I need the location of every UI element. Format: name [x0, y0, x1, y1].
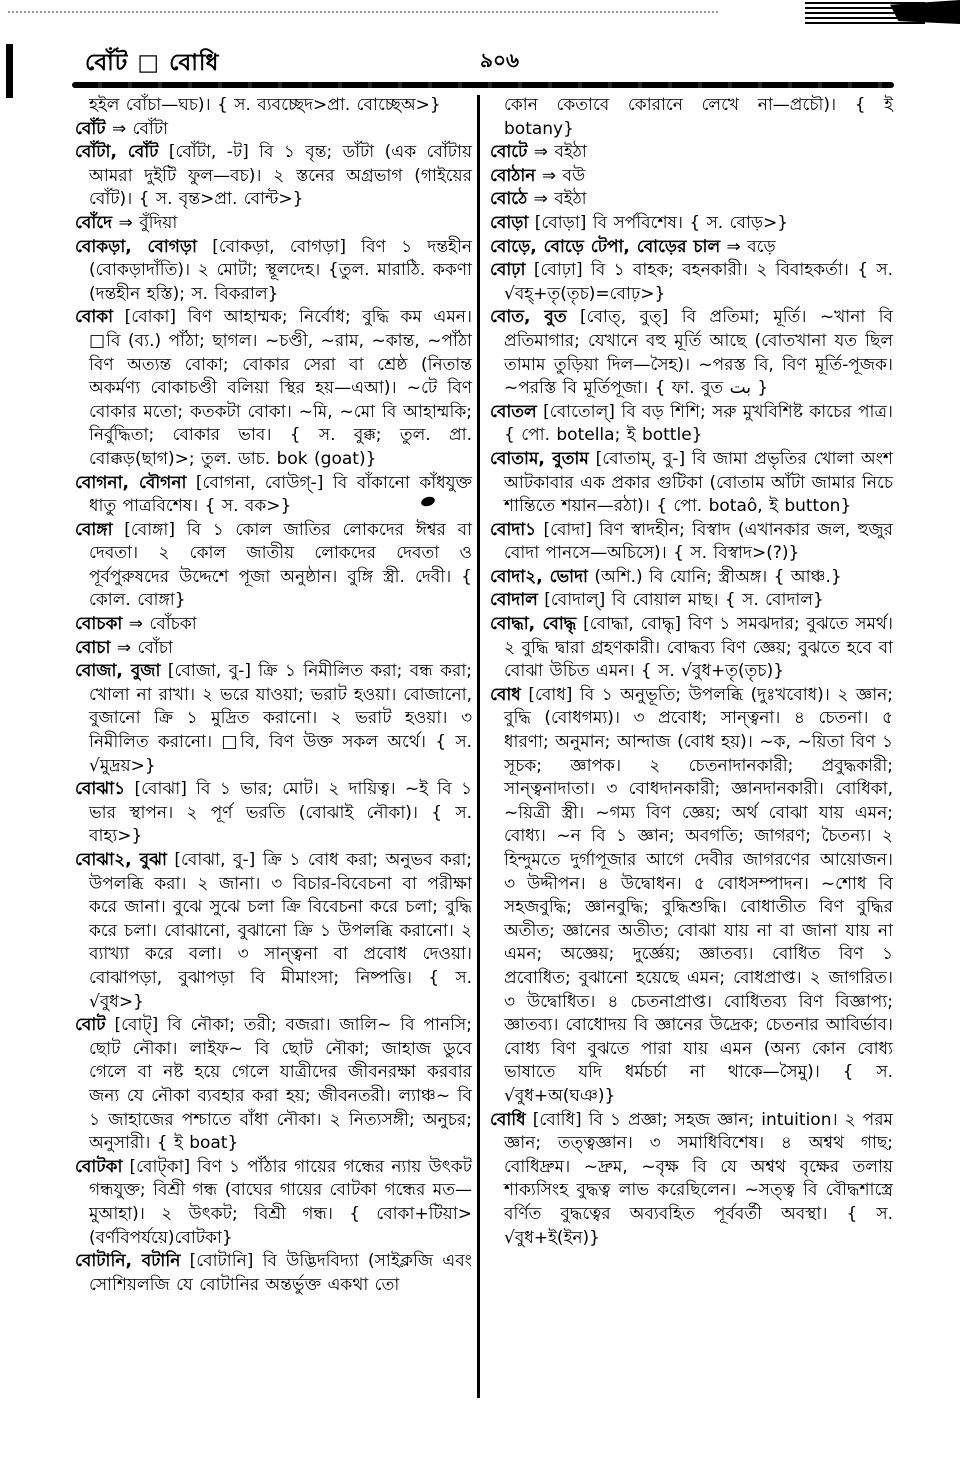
- entry: বোঁট ⇒ বোঁটা: [75, 118, 169, 139]
- headword: বোড়া: [490, 212, 529, 233]
- headword: বোঝা২, বুঝা: [75, 850, 167, 870]
- entry: বোড়ে, বোড়ে টেপা, বোড়ের চাল ⇒ বড়ে: [490, 236, 776, 257]
- headword: বোঠে: [490, 189, 528, 210]
- entry: বোড়া [বোড়া] বি সর্পবিশেষ। { স. বোড়>}: [490, 212, 789, 233]
- entry: বোঠান ⇒ বউ: [490, 165, 586, 186]
- headword: বোঠান: [490, 165, 536, 186]
- entry-continuation: কোন কেতাবে কোরানে লেখে না—প্রচৌ)। { ই botany}: [504, 95, 893, 139]
- headword: বোটানি, বটানি: [75, 1251, 181, 1272]
- headword: বোধ: [490, 684, 521, 705]
- entry: বোতল [বোতোল্] বি বড় শিশি; সরু মুখবিশিষ্ট কাচের পাত্র। { পো. botella; ই bottle}: [490, 401, 894, 446]
- headword: বোজা, বুজা: [75, 661, 161, 682]
- headword: বোদা২, ভোদা: [490, 566, 588, 587]
- entry: বোদা২, ভোদা (অশি.) বি যোনি; স্ত্রীঅঙ্গ। { আঞ্চ.}: [490, 566, 842, 587]
- headword: বোড়ে, বোড়ে টেপা, বোড়ের চাল: [490, 236, 721, 257]
- headword: বোঁট: [75, 118, 106, 139]
- entry: বোতাম, বুতাম [বোতাম্, বু-] বি জামা প্রভৃতির খোলা অংশ আটকাবার এক প্রকার গুটিকা (বোতাম আঁটা জামার নিচে শান্তিতে শয়ান—রঠা)। { পো. botaô, ই button}: [490, 448, 893, 517]
- entry: বোত, বুত [বোত্, বুত্] বি প্রতিমা; মূর্তি। ~খানা বি প্রতিমাগার; যেখানে বহু মূর্তি আছে (বোতখানা যত ছিল তামাম তুড়িয়া দিল—সৈহ)। ~পরস্ত বি, বিণ মূর্তি-পূজক। ~পরস্তি বি মূর্তিপূজা। { ফা. বুত بت }: [490, 307, 893, 399]
- entry: বোদা১ [বোদা] বিণ স্বাদহীন; বিস্বাদ (এখানকার জল, হুজুর বোদা পানসে—অচিসে)। { স. বিস্বাদ>(?)}: [490, 519, 893, 564]
- headword: বোতল: [490, 401, 537, 422]
- entry: বোচা ⇒ বোঁচা: [75, 637, 173, 658]
- entry: বোঝা২, বুঝা [বোঝা, বু-] ক্রি ১ বোধ করা; অনুভব করা; উপলব্ধি করা। ২ জানা। ৩ বিচার-বিবেচনা বা পরীক্ষা করে জানা। বুঝে সুঝে চলা ক্রি বিবেচনা করে চলা; বুদ্ধি করে চলা। বোঝানো, বুঝানো ক্রি ১ উপলব্ধি করানো। ২ ব্যাখ্যা করে বলা। ৩ সান্ত্বনা বা প্রবোধ দেওয়া। বোঝাপড়া, বুঝাপড়া বি মীমাংসা; নিষ্পত্তি। { স. √বুধ>}: [75, 850, 472, 1012]
- headword: বোদাল: [490, 590, 538, 611]
- headword: বোচা: [75, 637, 111, 658]
- headword: বোত, বুত: [490, 307, 567, 328]
- entry: বোটে ⇒ বইঠা: [490, 142, 587, 163]
- entry: বোটানি, বটানি [বোটানি] বি উদ্ভিদবিদ্যা (সাইক্লজি এবং সোশিয়লজি যে বোটানির অন্তর্ভুক্ত একথা তো: [75, 1251, 472, 1295]
- entry-continuation: হইল বোঁচা—ঘচ)। { স. ব্যবচ্ছেদ>প্রা. বোচ্ছেঅ>}: [89, 95, 441, 115]
- entry: বোঝা১ [বোঝা] বি ১ ভার; মোট। ২ দায়িত্ব। ~ই বি ১ ভার স্থাপন। ২ পূর্ণ ভরতি (বোঝাই নৌকা)। { স. বাহ্য>}: [75, 779, 473, 847]
- entry: বোগনা, বৌগনা [বোগনা, বোউগ্-] বি বাঁকানো কাঁধযুক্ত ধাতু পাত্রবিশেষ। { স. বক>}: [75, 472, 472, 517]
- entry: বোঢ়া [বোঢ়া] বি ১ বাহক; বহনকারী। ২ বিবাহকর্তা। { স. √বহ্+তৃ(তৃচ)=বোঢ়>}: [490, 260, 894, 304]
- headword: বোতাম, বুতাম: [490, 448, 589, 469]
- headword: বোঢ়া: [490, 260, 526, 281]
- page-edge-mark: [6, 44, 13, 98]
- headword: বোচকা: [75, 614, 123, 635]
- entry: বোকা [বোকা] বিণ আহাম্মক; নির্বোধ; বুদ্ধি কম এমন। □বি (ব্য.) পাঁঠা; ছাগল। ~চণ্ডী, ~রাম, ~কান্ত, ~পাঁঠা বিণ অত্যন্ত বোকা; বোকার সেরা বা শ্রেষ্ঠ (নিতান্ত অকর্মণ্য বোকাচণ্ডী বলিয়া স্থির হয়—এআ)। ~টে বিণ বোকার মতো; কতকটা বোকা। ~মি, ~মো বি আহাম্মকি; নির্বুদ্ধিতা; বোকার ভাব। { স. বুক্ক; তুল. প্রা. বোক্কড়(ছাগ)>; তুল. ডাচ. bok (goat)}: [75, 307, 472, 469]
- headword: বোকা: [75, 307, 114, 328]
- entry: বোদ্ধা, বোদ্ধৃ [বোদ্ধা, বোদ্ধৃ] বিণ ১ সমঝদার; বুঝতে সমর্থ। ২ বুদ্ধি দ্বারা গ্রহণকারী। বোদ্ধব্য বিণ জ্ঞেয়; বুঝতে হবে বা বোঝা উচিত এমন। { স. √বুধ+তৃ(তৃচ)}: [490, 614, 893, 682]
- headword: বোঁটা, বোঁট: [75, 142, 159, 163]
- headword: বোধি: [490, 1109, 526, 1130]
- headword: বোদা১: [490, 519, 537, 540]
- left-column: [75, 94, 472, 1297]
- headword: বোদ্ধা, বোদ্ধৃ: [490, 614, 577, 635]
- headword: বোঁদে: [75, 212, 113, 233]
- entry: বোঙ্গা [বোঙ্গা] বি ১ কোল জাতির লোকদের ঈশ্বর বা দেবতা। ২ কোল জাতীয় লোকদের দেবতা ও পূর্বপুরুষদের উদ্দেশে পূজা অনুষ্ঠান। বুঙ্গি স্ত্রী. দেবী। { কোল. বোঙ্গা}: [75, 519, 473, 611]
- entry: বোঠে ⇒ বইঠা: [490, 189, 587, 210]
- entry: বোটকা [বোট্কা] বিণ ১ পাঁঠার গায়ের গন্ধের ন্যায় উৎকট গন্ধযুক্ত; বিশ্রী গন্ধ (বাঘের গায়ের বোটকা গন্ধের মত—মুআহা)। ২ উৎকট; বিশ্রী গন্ধ। { বোকা+টিয়া> (বর্ণবিপর্যয়ে)বোটকা}: [75, 1156, 473, 1248]
- headword: বোঙ্গা: [75, 519, 113, 540]
- headword: বোঝা১: [75, 779, 126, 800]
- page-number: ৯০৬: [480, 48, 519, 72]
- entry: বোধি [বোধি] বি ১ প্রজ্ঞা; সহজ জ্ঞান; intuition। ২ পরম জ্ঞান; তত্ত্বজ্ঞান। ৩ সমাধিবিশেষ। ৪ অশ্বথ গাছ; বোধিদ্রুম। ~দ্রুম, ~বৃক্ষ বি যে অশ্বথ বৃক্ষের তলায় শাক্যসিংহ বুদ্ধত্ব লাভ করেছিলেন। ~সত্ত্ব বি বৌদ্ধশাস্ত্রে বর্ণিত বুদ্ধত্বের অব্যবহিত পূর্ববর্তী অবস্থা। { স. √বুধ+ই(ইন)}: [490, 1109, 893, 1248]
- headword: বোটে: [490, 142, 528, 163]
- right-column: [490, 94, 893, 1250]
- entry: বোচকা ⇒ বোঁচকা: [75, 614, 197, 635]
- headword: বোগনা, বৌগনা: [75, 472, 187, 493]
- entry: বোট [বোট্] বি নৌকা; তরী; বজরা। জালি~ বি পানসি; ছোট নৌকা। লাইফ~ বি ছোট নৌকা; জাহাজ ডুবে গেলে বা নষ্ট হয়ে গেলে যাত্রীদের জীবনরক্ষা করবার জন্য যে নৌকা ব্যবহার করা হয়; জীবনতরী। ল্যাঞ্চ~ বি ১ জাহাজের পশ্চাতে বাঁধা নৌকা। ২ নিত্যসঙ্গী; অনুচর; অনুসারী। { ই boat}: [75, 1015, 472, 1154]
- headword: বোকড়া, বোগড়া: [75, 236, 197, 257]
- scan-dotted-line: [8, 11, 718, 13]
- headword: বোট: [75, 1015, 106, 1036]
- entry: বোধ [বোধ] বি ১ অনুভূতি; উপলব্ধি (দুঃখবোধ)। ২ জ্ঞান; বুদ্ধি (বোধগম্য)। ৩ প্রবোধ; সান্ত্বনা। ৪ চেতনা। ৫ ধারণা; অনুমান; আন্দাজ (বোধ হয়)। ~ক, ~য়িতা বিণ ১ সূচক; জ্ঞাপক। ২ চেতনাদানকারী; প্রবুদ্ধকারী; সান্ত্বনাদাতা। ৩ বোধদানকারী; জ্ঞানদানকারী। বোধিকা, ~য়িত্রী স্ত্রী। ~গম্য বিণ জ্ঞেয়; অর্থ বোঝা যায় এমন; বোধ্য। ~ন বি ১ জ্ঞান; অবগতি; জাগরণ; চৈতন্য। ২ হিন্দুমতে দুর্গাপূজার আগে দেবীর জাগরণের আয়োজন। ৩ উদ্দীপন। ৪ উদ্বোধন। ৫ বোধসম্পাদন। ~শোধ বি সহজবুদ্ধি; জ্ঞানবুদ্ধি; বুদ্ধিশুদ্ধি। বোধাতীত বিণ বুদ্ধির অতীত; জ্ঞানের অতীত; বোঝা যায় না বা জানা যায় না এমন; অজ্ঞেয়; দুর্জ্ঞেয়; জ্ঞাতব্য। বোধিত বিণ ১ প্রবোধিত; বুঝানো হয়েছে এমন; বোধপ্রাপ্ত। ২ জাগরিত। ৩ উদ্বোধিত। ৪ চেতনাপ্রাপ্ত। বোধিতব্য বিণ বিজ্ঞাপ্য; জ্ঞাতব্য। বোধোদয় বি জ্ঞানের উদ্রেক; চেতনার আবির্ভাব। বোধ্য বিণ বুঝতে পারা যায় এমন (অন্য কোন বোধ্য ভাষাতে যদি ধর্মচর্চা না থাকে—সৈমু)। { স. √বুধ+অ(ঘঞ)}: [490, 684, 894, 1106]
- entry: বোকড়া, বোগড়া [বোকড়া, বোগড়া] বিণ ১ দন্তহীন (বোকড়াদাঁতি)। ২ মোটা; স্থূলদেহ। {তুল. মারাঠি. ককণা (দন্তহীন হস্তি); স. বিকরাল}: [75, 236, 473, 304]
- entry: বোঁদে ⇒ বুঁদিয়া: [75, 212, 178, 233]
- entry: বোজা, বুজা [বোজা, বু-] ক্রি ১ নিমীলিত করা; বন্ধ করা; খোলা না রাখা। ২ ভরে যাওয়া; ভরাট হওয়া। বোজানো, বুজানো ক্রি ১ মুদ্রিত করানো। ২ ভরাট হওয়া। ৩ নিমীলিত করানো। □বি, বিণ উক্ত সকল অর্থে। { স. √মুদ্রয়>}: [75, 661, 473, 776]
- entry: বোঁটা, বোঁট [বোঁটা, -ট] বি ১ বৃন্ত; ডাঁটা (এক বোঁটায় আমরা দুইটি ফুল—বচ)। ২ স্তনের অগ্রভাগ (গাইয়ের বোঁট)। { স. বৃন্ত>প্রা. বোন্ট>}: [75, 142, 472, 210]
- column-divider: [477, 95, 480, 1398]
- entry: বোদাল [বোদাল্] বি বোয়াল মাছ। { স. বোদাল}: [490, 590, 824, 611]
- guide-words: বোঁট □ বোধি: [85, 50, 220, 76]
- header-rule: [72, 82, 894, 88]
- headword: বোটকা: [75, 1156, 123, 1177]
